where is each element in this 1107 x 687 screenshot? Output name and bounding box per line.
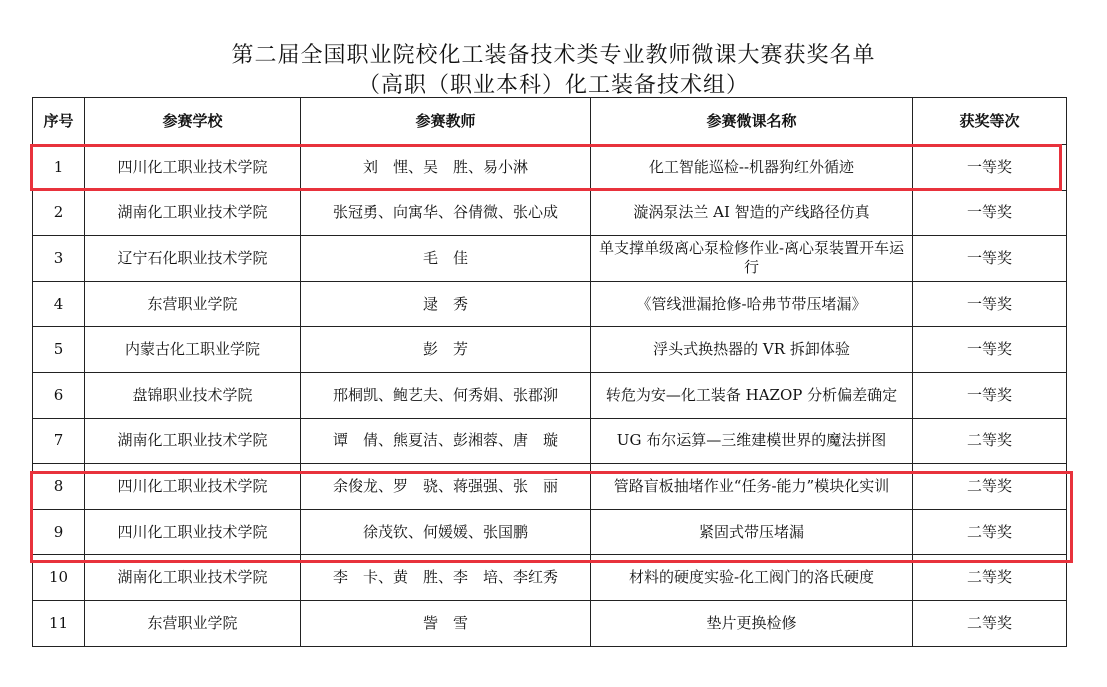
table-header-row: [33, 98, 1067, 145]
cell-school: 东营职业学院: [85, 600, 301, 646]
table-row: [33, 236, 1067, 282]
cell-teachers: 邢桐凯、鲍艺夫、何秀娟、张郡泖: [301, 372, 591, 418]
table-row: [33, 327, 1067, 373]
cell-teachers: 余俊龙、罗 骁、蒋强强、张 丽: [301, 464, 591, 510]
cell-school: 四川化工职业技术学院: [85, 145, 301, 191]
cell-award: 二等奖: [913, 509, 1067, 555]
cell-course: 管路盲板抽堵作业“任务-能力”模块化实训: [591, 464, 913, 510]
cell-award: 一等奖: [913, 327, 1067, 373]
cell-school: 湖南化工职业技术学院: [85, 190, 301, 236]
table-row: [33, 190, 1067, 236]
header-course: 参赛微课名称: [591, 98, 913, 145]
table-row: [33, 509, 1067, 555]
cell-number: 11: [33, 600, 85, 646]
cell-award: 二等奖: [913, 418, 1067, 464]
header-award: 获奖等次: [913, 98, 1067, 145]
cell-course: 化工智能巡检--机器狗红外循迹: [591, 145, 913, 191]
header-teachers: 参赛教师: [301, 98, 591, 145]
cell-award: 二等奖: [913, 600, 1067, 646]
document-title: 第二届全国职业院校化工装备技术类专业教师微课大赛获奖名单: [231, 43, 876, 68]
cell-award: 一等奖: [913, 372, 1067, 418]
cell-course: 浮头式换热器的 VR 拆卸体验: [591, 327, 913, 373]
cell-teachers: 逯 秀: [301, 281, 591, 327]
cell-school: 辽宁石化职业技术学院: [85, 236, 301, 282]
cell-number: 10: [33, 555, 85, 601]
cell-teachers: 张冠勇、向寓华、谷倩微、张心成: [301, 190, 591, 236]
cell-school: 四川化工职业技术学院: [85, 509, 301, 555]
cell-school: 湖南化工职业技术学院: [85, 555, 301, 601]
header-school: 参赛学校: [85, 98, 301, 145]
table-row: [33, 372, 1067, 418]
cell-teachers: 毛 佳: [301, 236, 591, 282]
table-row: [33, 555, 1067, 601]
cell-course: 紧固式带压堵漏: [591, 509, 913, 555]
table-row: [33, 418, 1067, 464]
cell-school: 四川化工职业技术学院: [85, 464, 301, 510]
cell-course: 垫片更换检修: [591, 600, 913, 646]
cell-course: 漩涡泵法兰 AI 智造的产线路径仿真: [591, 190, 913, 236]
cell-award: 一等奖: [913, 236, 1067, 282]
cell-school: 盘锦职业技术学院: [85, 372, 301, 418]
cell-number: 6: [33, 372, 85, 418]
cell-course: 单支撑单级离心泵检修作业-离心泵装置开车运行: [591, 236, 913, 282]
table-row: [33, 145, 1067, 191]
cell-award: 二等奖: [913, 555, 1067, 601]
cell-teachers: 谭 倩、熊夏洁、彭湘蓉、唐 璇: [301, 418, 591, 464]
cell-course: 转危为安—化工装备 HAZOP 分析偏差确定: [591, 372, 913, 418]
cell-school: 东营职业学院: [85, 281, 301, 327]
table-row: [33, 600, 1067, 646]
cell-award: 一等奖: [913, 145, 1067, 191]
cell-number: 4: [33, 281, 85, 327]
cell-number: 2: [33, 190, 85, 236]
header-number: 序号: [33, 98, 85, 145]
cell-teachers: 刘 悝、吴 胜、易小淋: [301, 145, 591, 191]
document-subtitle: （高职（职业本科）化工装备技术组）: [357, 73, 749, 98]
cell-number: 1: [33, 145, 85, 191]
cell-course: 《管线泄漏抢修-哈弗节带压堵漏》: [591, 281, 913, 327]
cell-number: 9: [33, 509, 85, 555]
cell-teachers: 李 卡、黄 胜、李 培、李红秀: [301, 555, 591, 601]
cell-number: 7: [33, 418, 85, 464]
cell-course: 材料的硬度实验-化工阀门的洛氏硬度: [591, 555, 913, 601]
cell-school: 内蒙古化工职业学院: [85, 327, 301, 373]
cell-number: 8: [33, 464, 85, 510]
cell-teachers: 彭 芳: [301, 327, 591, 373]
table-row: [33, 281, 1067, 327]
cell-school: 湖南化工职业技术学院: [85, 418, 301, 464]
table-row: [33, 464, 1067, 510]
cell-number: 3: [33, 236, 85, 282]
cell-number: 5: [33, 327, 85, 373]
cell-course: UG 布尔运算—三维建模世界的魔法拼图: [591, 418, 913, 464]
cell-award: 二等奖: [913, 464, 1067, 510]
cell-award: 一等奖: [913, 190, 1067, 236]
cell-teachers: 徐茂钦、何媛媛、张国鹏: [301, 509, 591, 555]
awards-table: [32, 97, 1067, 647]
cell-teachers: 訾 雪: [301, 600, 591, 646]
cell-award: 一等奖: [913, 281, 1067, 327]
